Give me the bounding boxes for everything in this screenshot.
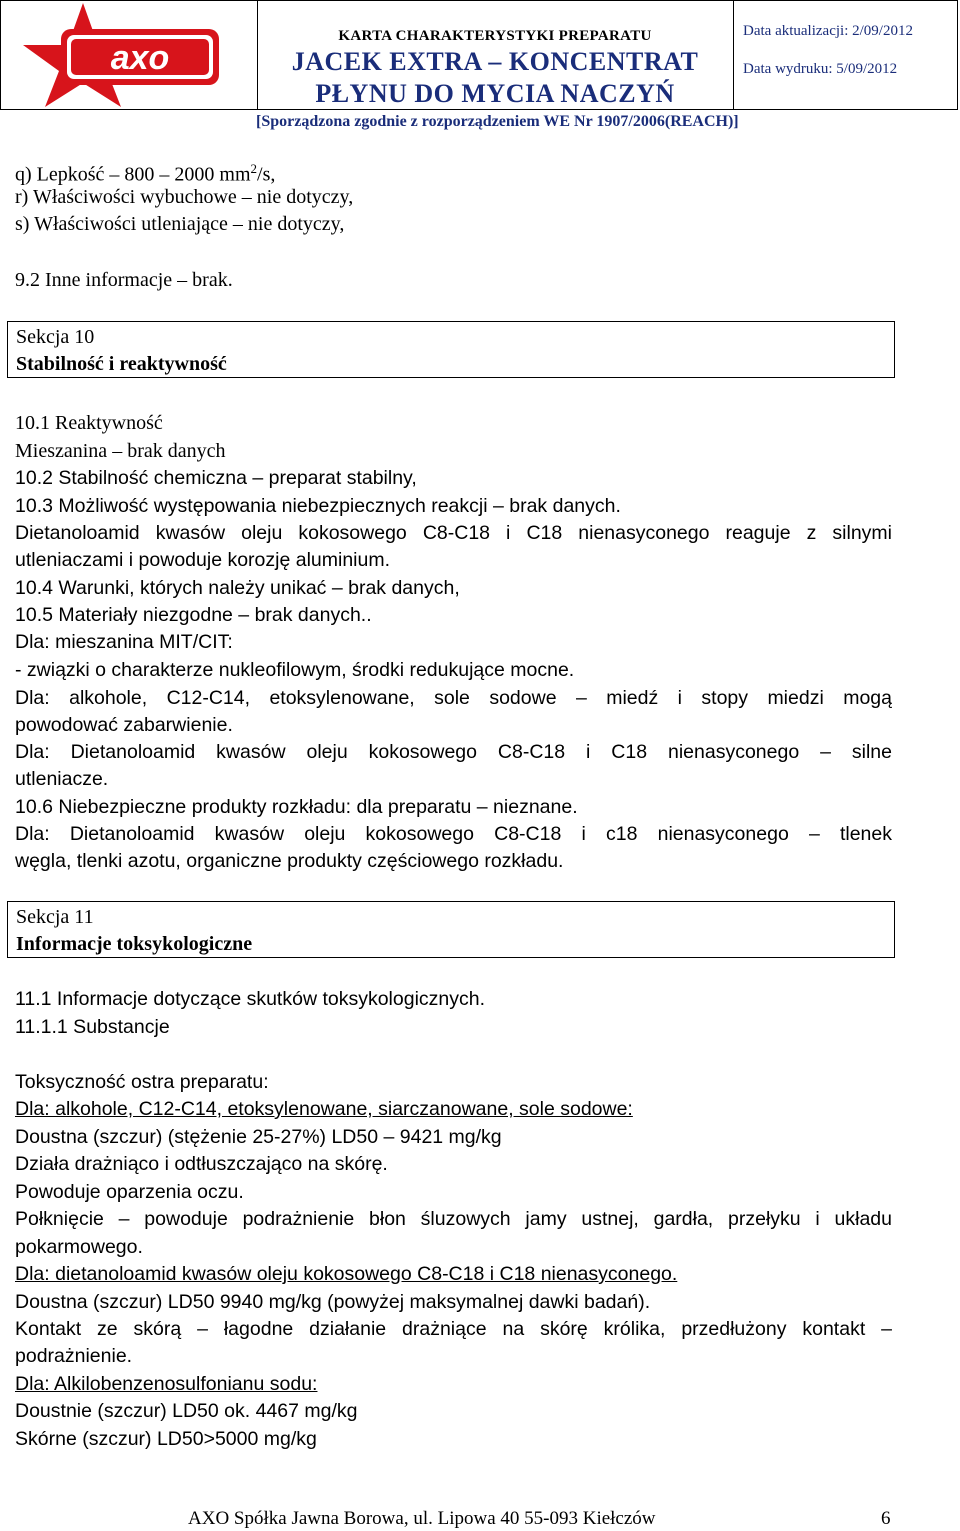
s11-line: Doustna (szczur) (stężenie 25-27%) LD50 – 9421 mg/kg	[15, 1126, 502, 1148]
s10-line: - związki o charakterze nukleofilowym, środki redukujące mocne.	[15, 659, 575, 681]
s11-line: 11.1 Informacje dotyczące skutków toksykologicznych.	[15, 988, 486, 1010]
other-info-line: 9.2 Inne informacje – brak.	[15, 269, 233, 291]
s11-line: 11.1.1 Substancje	[15, 1016, 170, 1038]
s10-line: utleniaczami i powoduje korozję aluminium.	[15, 549, 391, 571]
section-11-header	[7, 901, 895, 958]
s11-line: Dla: dietanoloamid kwasów oleju kokosowego C8-C18 i C18 nienasyconego.	[15, 1263, 678, 1285]
viscosity-line: q) Lepkość – 800 – 2000 $mm^2/s$,	[15, 161, 276, 186]
s10-line: utleniacze.	[15, 768, 109, 790]
s10-line: Dla: mieszanina MIT/CIT:	[15, 631, 233, 653]
section-10-header	[7, 321, 895, 378]
regulation-note: [Sporządzona zgodnie z rozporządzeniem WE Nr 1907/2006(REACH)]	[256, 113, 739, 130]
s10-line: 10.1 Reaktywność	[15, 412, 163, 434]
s11-line: Doustna (szczur) LD50 9940 mg/kg (powyżej maksymalnej dawki badań).	[15, 1291, 651, 1313]
section-11-number: Sekcja 11	[16, 906, 94, 928]
section-10-title: Stabilność i reaktywność	[16, 353, 227, 375]
s11-line: Działa drażniąco i odtłuszczająco na skórę.	[15, 1153, 388, 1175]
s10-line: 10.3 Możliwość występowania niebezpiecznych reakcji – brak danych.	[15, 495, 621, 517]
s11-line: Dla: Alkilobenzenosulfonianu sodu:	[15, 1373, 318, 1395]
section-10-number: Sekcja 10	[16, 326, 95, 348]
company-logo	[1, 1, 258, 109]
s10-line: Dla: Dietanoloamid kwasów oleju kokosowego C8-C18 i C18 nienasyconego – silne	[15, 741, 892, 763]
s11-line: podrażnienie.	[15, 1345, 133, 1367]
header-dates	[733, 1, 957, 109]
doc-type: KARTA CHARAKTERYSTYKI PREPARATU	[338, 28, 652, 44]
s10-line: Mieszanina – brak danych	[15, 440, 226, 462]
s10-line: 10.6 Niebezpieczne produkty rozkładu: dla preparatu – nieznane.	[15, 796, 578, 818]
axo-star-logo-icon	[1, 1, 257, 109]
s11-line: Doustnie (szczur) LD50 ok. 4467 mg/kg	[15, 1400, 358, 1422]
product-name-line2: PŁYNU DO MYCIA NACZYŃ	[315, 79, 675, 108]
s11-line: Dla: alkohole, C12-C14, etoksylenowane, siarczanowane, sole sodowe:	[15, 1098, 633, 1120]
s10-line: 10.4 Warunki, których należy unikać – brak danych,	[15, 577, 460, 599]
svg-text:axo: axo	[110, 39, 170, 77]
oxidizing-line: s) Właściwości utleniające – nie dotyczy,	[15, 213, 345, 235]
s10-line: Dla: Dietanoloamid kwasów oleju kokosowego C8-C18 i c18 nienasyconego – tlenek	[15, 823, 892, 845]
s10-line: 10.5 Materiały niezgodne – brak danych..	[15, 604, 372, 626]
footer-page-number: 6	[881, 1508, 891, 1529]
product-name-line1: JACEK EXTRA – KONCENTRAT	[291, 47, 699, 76]
header-title-block	[257, 1, 734, 109]
update-date: Data aktualizacji: 2/09/2012	[743, 23, 913, 39]
section-11-title: Informacje toksykologiczne	[16, 933, 253, 955]
s11-line: pokarmowego.	[15, 1236, 143, 1258]
s10-line: węgla, tlenki azotu, organiczne produkty częściowego rozkładu.	[15, 850, 564, 872]
print-date: Data wydruku: 5/09/2012	[743, 61, 898, 77]
s10-line: Dietanoloamid kwasów oleju kokosowego C8-C18 i C18 nienasyconego reaguje z silnymi	[15, 522, 892, 544]
footer-company: AXO Spółka Jawna Borowa, ul. Lipowa 40 55-093 Kiełczów	[188, 1508, 656, 1529]
explosive-line: r) Właściwości wybuchowe – nie dotyczy,	[15, 186, 354, 208]
s11-line: Połknięcie – powoduje podrażnienie błon śluzowych jamy ustnej, gardła, przełyku i układu	[15, 1208, 892, 1230]
s11-line: Kontakt ze skórą – łagodne działanie drażniące na skórę królika, przedłużony kontakt –	[15, 1318, 892, 1340]
s10-line: 10.2 Stabilność chemiczna – preparat stabilny,	[15, 467, 417, 489]
s11-line: Skórne (szczur) LD50>5000 mg/kg	[15, 1428, 317, 1450]
s10-line: powodować zabarwienie.	[15, 714, 233, 736]
document-header	[0, 0, 958, 110]
s11-line: Toksyczność ostra preparatu:	[15, 1071, 269, 1093]
s11-line: Powoduje oparzenia oczu.	[15, 1181, 244, 1203]
s10-line: Dla: alkohole, C12-C14, etoksylenowane, sole sodowe – miedź i stopy miedzi mogą	[15, 687, 892, 709]
